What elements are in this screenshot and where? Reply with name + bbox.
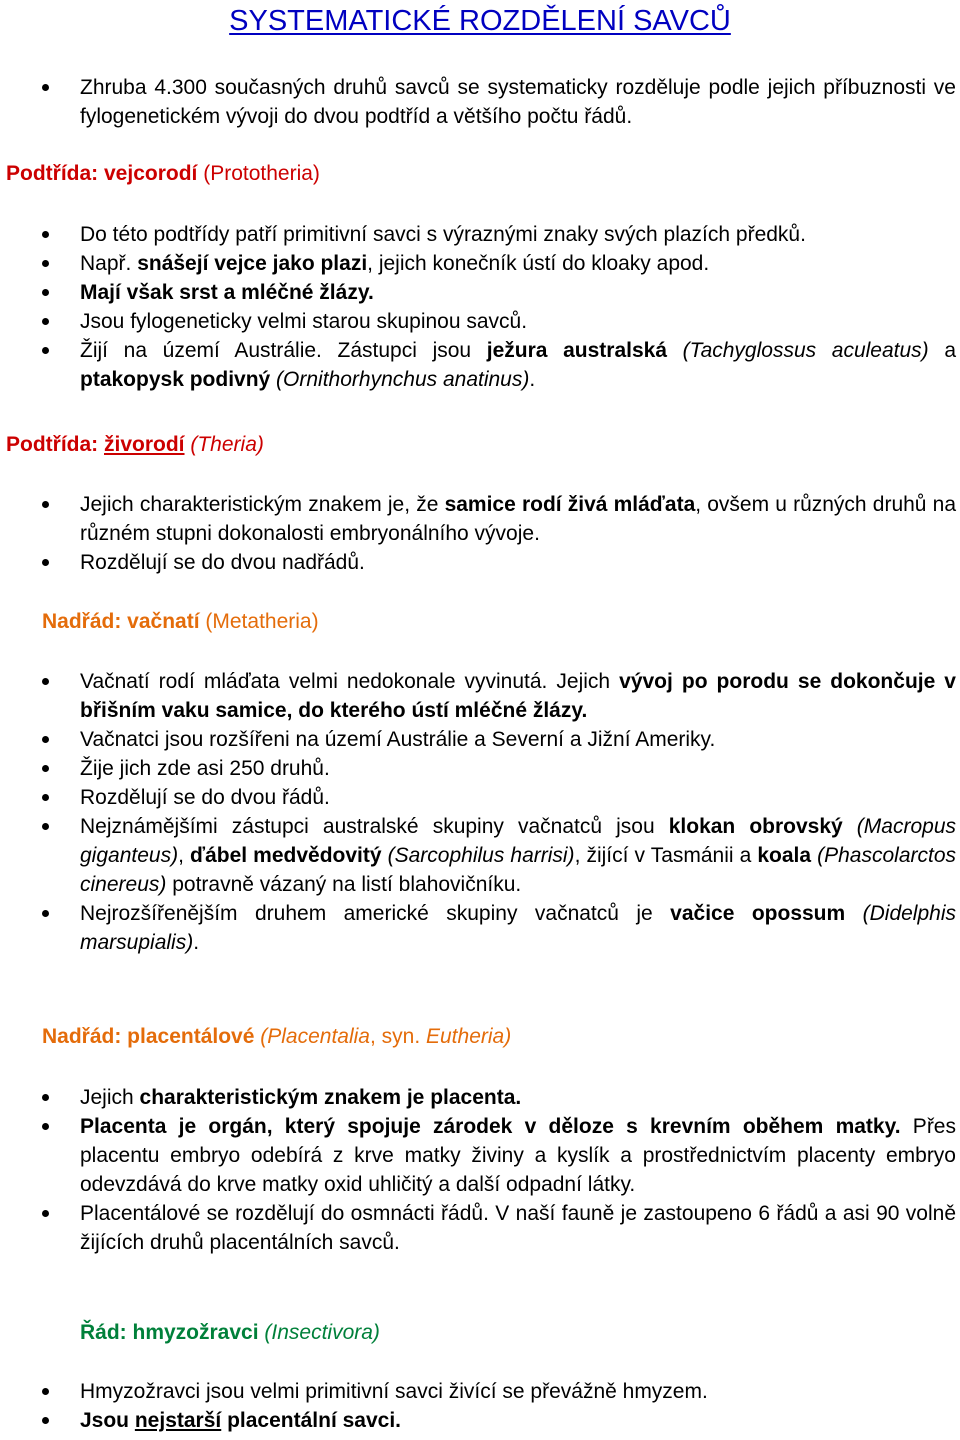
text-run: Nadřád: vačnatí: [42, 610, 206, 633]
text-run: Vačnatci jsou rozšířeni na území Austrálie a Severní a Jižní Ameriky.: [80, 728, 716, 751]
list-item: [0, 667, 960, 725]
list-item: [0, 307, 960, 336]
text-run: nejstarší: [134, 1409, 222, 1432]
text-run: Přes placentu embryo odebírá z krve matky živiny a kyslík a prostřednictvím placenty embryo odevzdává do krve matky oxid uhličitý a další odpadní látky.: [80, 1115, 956, 1196]
text-run: Jsou: [80, 1409, 135, 1432]
text-run: (Theria): [184, 433, 264, 456]
text-run: Nejznámějšími zástupci australské skupiny vačnatců jsou: [80, 815, 669, 838]
text-run: .: [193, 931, 200, 954]
text-run: Nejrozšířenějším druhem americké skupiny vačnatců je: [80, 902, 671, 925]
text-run: Např.: [80, 252, 138, 275]
bullet-icon: [42, 231, 49, 238]
bullet-icon: [42, 765, 49, 772]
text-run: (Didelphis marsupialis): [80, 902, 956, 954]
bullet-icon: [42, 318, 49, 325]
text-run: , syn.: [369, 1025, 426, 1048]
text-run: (Ornithorhynchus anatinus): [270, 368, 530, 391]
list-item: [0, 220, 960, 249]
bullet-icon: [42, 559, 49, 566]
list-item: [0, 725, 960, 754]
bullet-icon: [42, 1210, 49, 1217]
list-item: [0, 1377, 960, 1406]
text-run: Mají však srst a mléčné žlázy.: [80, 281, 374, 304]
text-run: Do této podtřídy patří primitivní savci s výraznými znaky svých plazích předků.: [80, 223, 806, 246]
text-run: Vačnatí rodí mláďata velmi nedokonale vyvinutá. Jejich: [80, 670, 620, 693]
section-list-metatheria: [0, 667, 960, 957]
list-item: [0, 278, 960, 307]
text-run: Jsou fylogeneticky velmi starou skupinou savců.: [80, 310, 528, 333]
section-heading-placentalia: [42, 1022, 511, 1051]
bullet-icon: [42, 736, 49, 743]
text-run: koala: [757, 844, 812, 867]
bullet-icon: [42, 289, 49, 296]
section-heading-insectivora: [80, 1318, 380, 1347]
text-run: Rozdělují se do dvou nadřádů.: [80, 551, 365, 574]
text-run: Zhruba 4.300 současných druhů savců se systematicky rozděluje podle jejich příbuznosti ve fylogenetickém vývoji do dvou podtříd a většího počtu řádů.: [80, 76, 956, 128]
page-title: SYSTEMATICKÉ ROZDĚLENÍ SAVCŮ: [229, 5, 731, 37]
bullet-icon: [42, 260, 49, 267]
text-run: Hmyzožravci jsou velmi primitivní savci živící se převážně hmyzem.: [80, 1380, 708, 1403]
bullet-icon: [42, 678, 49, 685]
text-run: Řád: hmyzožravci: [80, 1321, 265, 1344]
text-run: (Metatheria): [205, 610, 319, 633]
section-list-placentalia: [0, 1083, 960, 1257]
section-heading-metatheria: [42, 607, 319, 636]
text-run: (Sarcophilus harrisi): [381, 844, 575, 867]
text-run: .: [529, 368, 536, 391]
text-run: Rozdělují se do dvou řádů.: [80, 786, 330, 809]
text-run: vývoj po porodu se dokončuje v břišním vaku samice, do kterého ústí mléčné žlázy.: [80, 670, 956, 722]
text-run: živorodí: [104, 433, 185, 456]
text-run: ďábel medvědovitý: [189, 844, 382, 867]
bullet-icon: [42, 1094, 49, 1101]
text-run: ,: [178, 844, 190, 867]
text-run: , žijící v Tasmánii a: [574, 844, 758, 867]
text-run: Jejich: [80, 1086, 140, 1109]
text-run: a: [928, 339, 957, 362]
bullet-icon: [42, 823, 49, 830]
bullet-icon: [42, 1388, 49, 1395]
list-item: [0, 548, 960, 577]
text-run: , jejich konečník ústí do kloaky apod.: [367, 252, 710, 275]
text-run: Podtřída:: [6, 433, 104, 456]
list-item: [0, 1199, 960, 1257]
text-run: (Prototheria): [203, 162, 320, 185]
bullet-icon: [42, 501, 49, 508]
text-run: placentální savci.: [221, 1409, 402, 1432]
bullet-icon: [42, 1123, 49, 1130]
text-run: Eutheria): [426, 1025, 512, 1048]
section-list-insectivora: [0, 1377, 960, 1435]
list-item: [0, 1406, 960, 1435]
intro-list: [0, 73, 960, 131]
intro-item: [0, 73, 960, 131]
text-run: Nadřád: placentálové: [42, 1025, 261, 1048]
section-heading-prototheria: [6, 159, 320, 188]
list-item: [0, 812, 960, 899]
text-run: Žijí na území Austrálie. Zástupci jsou: [80, 339, 487, 362]
bullet-icon: [42, 1417, 49, 1424]
list-item: [0, 1083, 960, 1112]
bullet-icon: [42, 910, 49, 917]
list-item: [0, 899, 960, 957]
text-run: ježura australská: [486, 339, 668, 362]
text-run: (Placentalia: [260, 1025, 370, 1048]
bullet-icon: [42, 347, 49, 354]
text-run: Žije jich zde asi 250 druhů.: [80, 757, 330, 780]
text-run: Placenta je orgán, který spojuje zárodek v děloze s krevním oběhem matky.: [80, 1115, 901, 1138]
text-run: charakteristickým znakem je placenta.: [139, 1086, 522, 1109]
section-list-theria: [0, 490, 960, 577]
text-run: snášejí vejce jako plazi: [137, 252, 368, 275]
text-run: (Insectivora): [264, 1321, 380, 1344]
list-item: [0, 336, 960, 394]
list-item: [0, 783, 960, 812]
list-item: [0, 249, 960, 278]
text-run: klokan obrovský: [668, 815, 843, 838]
text-run: ptakopysk podivný: [80, 368, 271, 391]
bullet-icon: [42, 794, 49, 801]
text-run: (Phascolarctos cinereus): [80, 844, 957, 896]
text-run: potravně vázaný na listí blahovičníku.: [166, 873, 522, 896]
list-item: [0, 490, 960, 548]
text-run: (Macropus giganteus): [80, 815, 956, 867]
list-item: [0, 1112, 960, 1199]
bullet-icon: [42, 84, 49, 91]
text-run: samice rodí živá mláďata: [444, 493, 696, 516]
text-run: , ovšem u různých druhů na různém stupni dokonalosti embryonálního vývoje.: [80, 493, 956, 545]
section-list-prototheria: [0, 220, 960, 394]
text-run: vačice opossum: [670, 902, 846, 925]
text-run: (Tachyglossus aculeatus): [667, 339, 929, 362]
text-run: Placentálové se rozdělují do osmnácti řádů. V naší fauně je zastoupeno 6 řádů a asi 90 volně žijících druhů placentálních savců.: [80, 1202, 956, 1254]
text-run: Jejich charakteristickým znakem je, že: [80, 493, 445, 516]
section-heading-theria: [6, 430, 264, 459]
list-item: [0, 754, 960, 783]
text-run: Podtřída: vejcorodí: [6, 162, 204, 185]
